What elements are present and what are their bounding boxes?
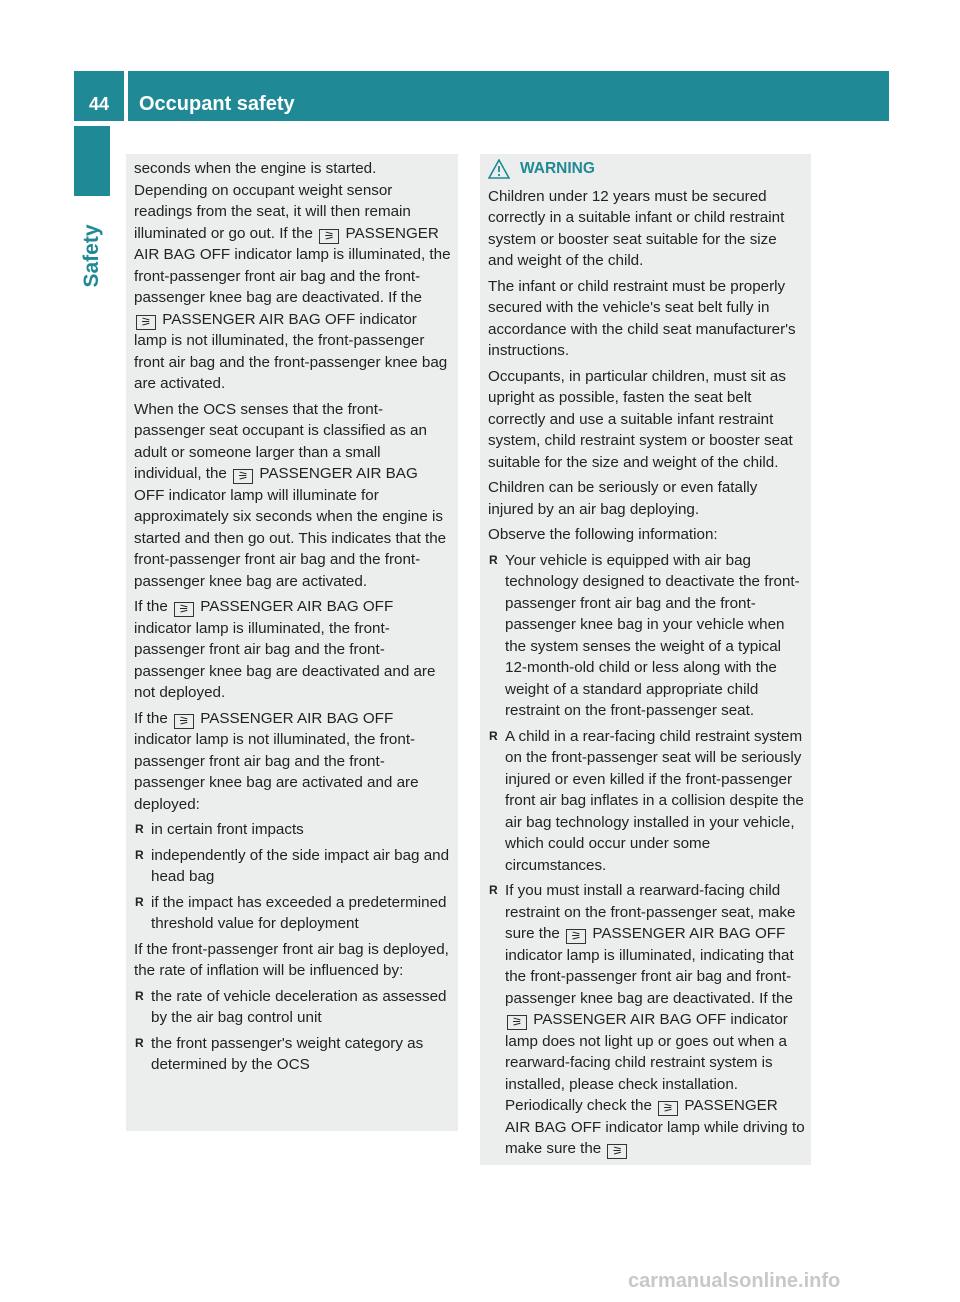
paragraph: Occupants, in particular children, must sit as upright as possible, fasten the seat belt correctly and use a suitable infant restraint system, child restraint system or booster seat suitable for the size and weight of the child. xyxy=(488,367,793,471)
watermark: carmanualsonline.info xyxy=(628,1270,841,1292)
passenger-airbag-off-icon: ⚞ xyxy=(507,1015,527,1030)
paragraph: seconds when the engine is started. Depending on occupant weight sensor readings from the seat, it will then remain illuminated or go out. If the ⚞ PASSENGER AIR BAG OFF indicator lamp is illuminated, the front-passenger front air bag and the front-passenger knee bag are deactivated. If the ⚞ PASSENGER AIR BAG OFF indicator lamp is not illuminated, the front-passenger front air bag and the front-passenger knee bag are activated. xyxy=(134,160,451,392)
list-item: R if the impact has exceeded a predetermined threshold value for deployment xyxy=(134,892,452,935)
passenger-airbag-off-icon: ⚞ xyxy=(319,229,339,244)
list-item: R the front passenger's weight category as determined by the OCS xyxy=(134,1033,452,1076)
page-number: 44 xyxy=(88,94,110,114)
page-title: Occupant safety xyxy=(139,93,295,115)
list-item: R If you must install a rearward-facing child restraint on the front-passenger seat, make sure the ⚞ PASSENGER AIR BAG OFF indicator lamp is illuminated, indicating that the front-passenger front air bag and front-passenger knee bag are deactivated. If the ⚞ PASSENGER AIR BAG OFF indicator lamp does not light up or goes out when a rearward-facing child restraint system is installed, please check installation. Periodically check the ⚞ PASSENGER AIR BAG OFF indicator lamp while driving to make sure the ⚞ xyxy=(488,880,805,1160)
warning-label: WARNING xyxy=(520,160,595,177)
passenger-airbag-off-icon: ⚞ xyxy=(174,602,194,617)
passenger-airbag-off-icon: ⚞ xyxy=(174,714,194,729)
passenger-airbag-off-icon: ⚞ xyxy=(566,929,586,944)
passenger-airbag-off-icon: ⚞ xyxy=(607,1144,627,1159)
list-item: R the rate of vehicle deceleration as assessed by the air bag control unit xyxy=(134,986,452,1029)
list-item: R A child in a rear-facing child restraint system on the front-passenger seat will be seriously injured or even killed if the front-passenger front air bag inflates in a collision despite the air bag technology installed in your vehicle, which could occur under some circumstances. xyxy=(488,726,805,877)
header-divider xyxy=(124,71,128,121)
warning-box xyxy=(480,154,811,1165)
passenger-airbag-off-icon: ⚞ xyxy=(136,315,156,330)
paragraph: When the OCS senses that the front-passenger seat occupant is classified as an adult or someone larger than a small individual, the ⚞ PASSENGER AIR BAG OFF indicator lamp will illuminate for approximately six seconds when the engine is started and then go out. This indicates that the front-passenger front air bag and the front-passenger knee bag are activated. xyxy=(134,400,447,590)
passenger-airbag-off-icon: ⚞ xyxy=(233,469,253,484)
warning-triangle-icon xyxy=(488,159,510,179)
side-block xyxy=(74,126,110,196)
list-item: R Your vehicle is equipped with air bag technology designed to deactivate the front-passenger front air bag and the front-passenger knee bag in your vehicle when the system senses the weight of a typical 12-month-old child or less along with the weight of a standard appropriate child restraint on the front-passenger seat. xyxy=(488,550,805,722)
paragraph: Children under 12 years must be secured correctly in a suitable infant or child restraint system or booster seat suitable for the size and weight of the child. xyxy=(488,187,785,269)
left-column xyxy=(126,154,458,1131)
paragraph: If the front-passenger front air bag is deployed, the rate of inflation will be influenced by: xyxy=(134,940,449,979)
paragraph: If the ⚞ PASSENGER AIR BAG OFF indicator lamp is not illuminated, the front-passenger front air bag and the front-passenger knee bag are activated and are deployed: xyxy=(134,709,419,813)
passenger-airbag-off-icon: ⚞ xyxy=(658,1101,678,1116)
warning-header xyxy=(488,158,805,180)
paragraph: Observe the following information: xyxy=(488,526,718,543)
list-item: R in certain front impacts xyxy=(134,819,452,841)
list-item: R independently of the side impact air bag and head bag xyxy=(134,845,452,888)
paragraph: Children can be seriously or even fatally injured by an air bag deploying. xyxy=(488,479,758,518)
paragraph: The infant or child restraint must be properly secured with the vehicle's seat belt fully in accordance with the child seat manufacturer's instructions. xyxy=(488,277,796,359)
paragraph: If the ⚞ PASSENGER AIR BAG OFF indicator lamp is illuminated, the front-passenger front air bag and the front-passenger knee bag are deactivated and are not deployed. xyxy=(134,598,436,701)
side-tab-label: Safety xyxy=(80,224,103,288)
side-tab xyxy=(74,196,110,316)
